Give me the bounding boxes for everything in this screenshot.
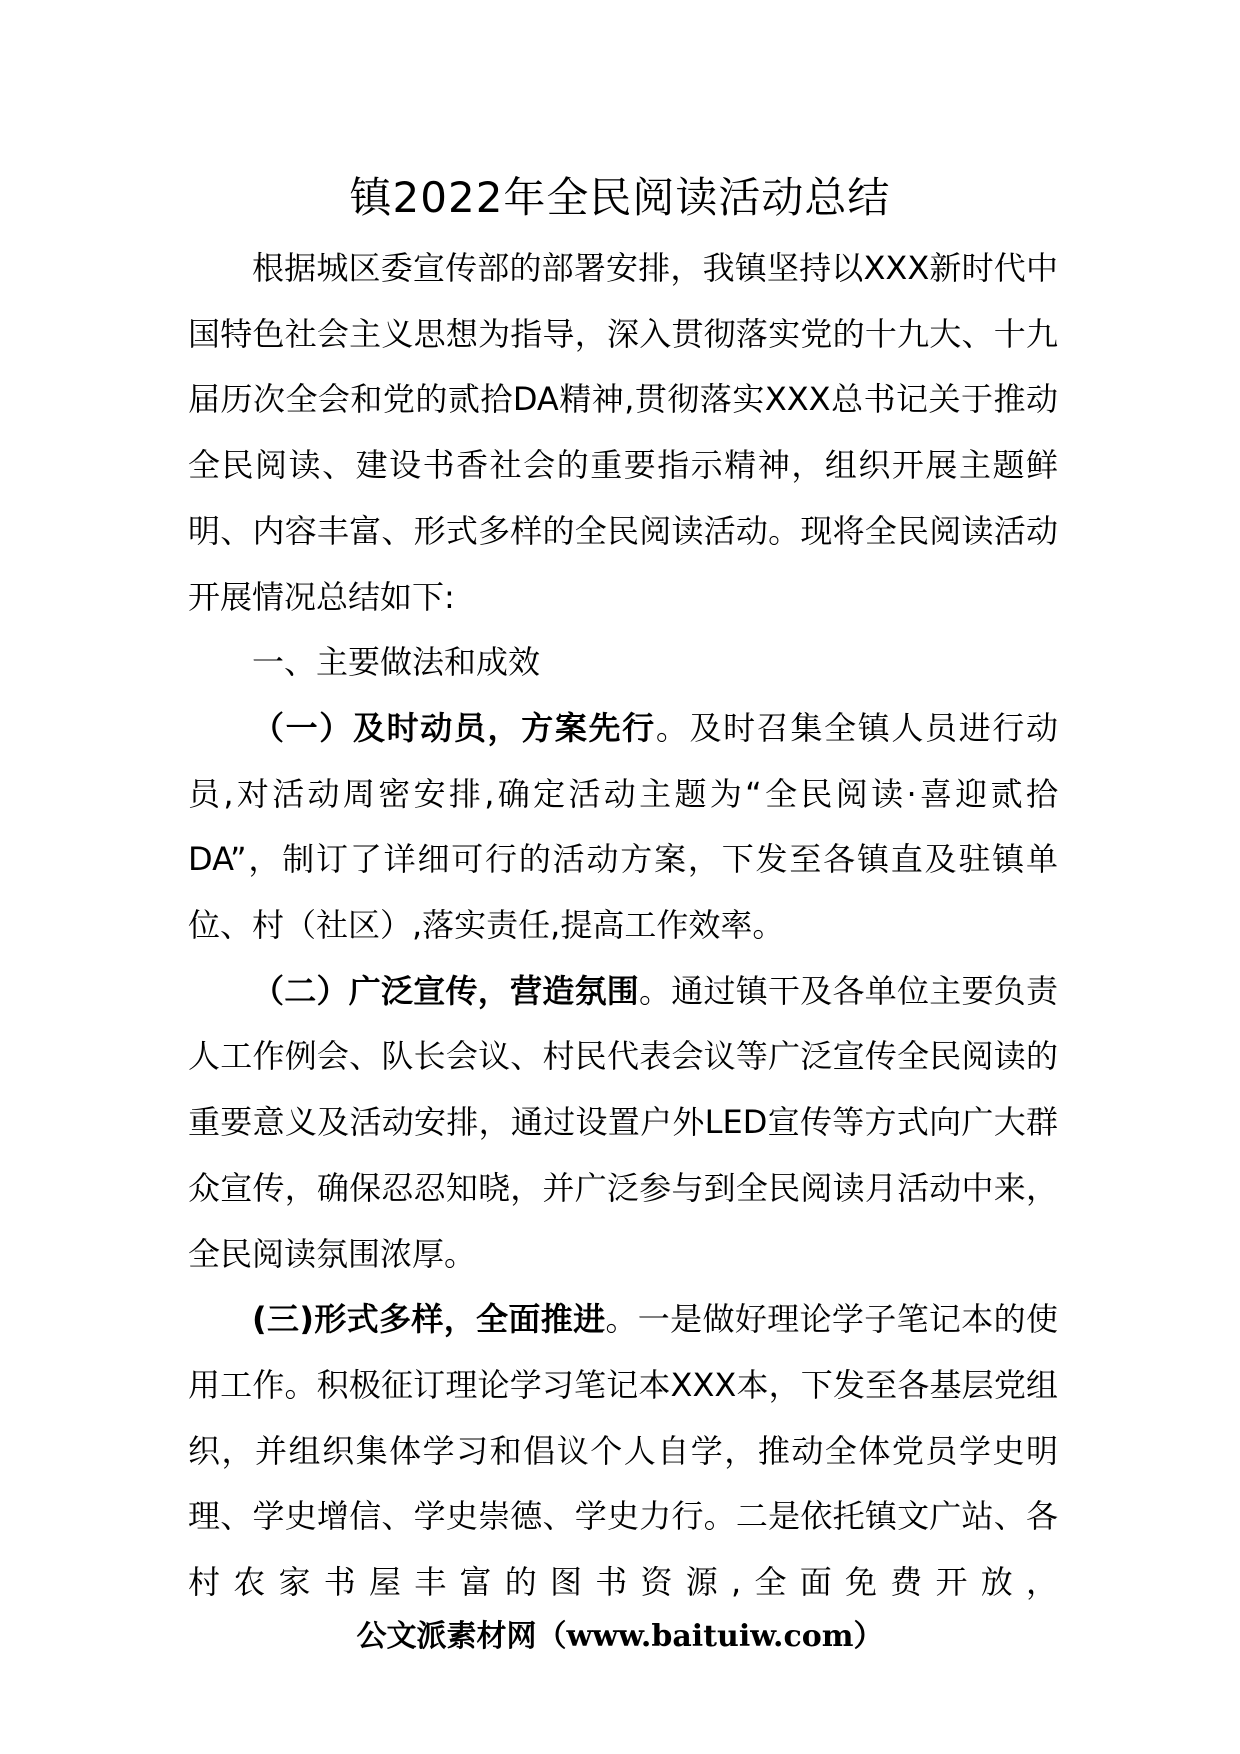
item-lead-1: （一）及时动员，方案先行 xyxy=(252,708,656,747)
item-paragraph-2 xyxy=(188,959,1058,1288)
intro-paragraph: 根据城区委宣传部的部署安排，我镇坚持以XXX新时代中国特色社会主义思想为指导，深入贯彻落实党的十九大、十九届历次全会和党的贰拾DA精神,贯彻落实XXX总书记关于推动全民阅读、建设书香社会的重要指示精神，组织开展主题鲜明、内容丰富、形式多样的全民阅读活动。现将全民阅读活动开展情况总结如下: xyxy=(188,249,1058,616)
item-lead-2: （二）广泛宣传，营造氛围 xyxy=(252,971,639,1010)
footer-watermark: 公文派素材网（www.baituiw.com） xyxy=(356,1619,884,1654)
item-lead-3: (三)形式多样，全面推进 xyxy=(252,1300,606,1339)
item-paragraph-3 xyxy=(188,1287,1058,1616)
item-text-1: 。及时召集全镇人员进行动员,对活动周密安排,确定活动主题为“全民阅读·喜迎贰拾DA”，制订了详细可行的活动方案，下发至各镇直及驻镇单位、村（社区）,落实责任,提高工作效率。 xyxy=(188,708,1058,945)
document-body xyxy=(188,236,1058,1616)
item-text-3: 。一是做好理论学子笔记本的使用工作。积极征订理论学习笔记本XXX本，下发至各基层党组织，并组织集体学习和倡议个人自学，推动全体党员学史明理、学史增信、学史崇德、学史力行。二是依托镇文广站、各村农家书屋丰富的图书资源,全面免费开放， xyxy=(188,1300,1058,1602)
document-title: 镇2022年全民阅读活动总结 xyxy=(349,173,891,222)
section-heading: 一、主要做法和成效 xyxy=(252,643,541,682)
item-paragraph-1 xyxy=(188,696,1058,959)
item-text-2: 。通过镇干及各单位主要负责人工作例会、队长会议、村民代表会议等广泛宣传全民阅读的重要意义及活动安排，通过设置户外LED宣传等方式向广大群众宣传，确保忍忍知晓，并广泛参与到全民阅读月活动中来，全民阅读氛围浓厚。 xyxy=(188,971,1058,1273)
